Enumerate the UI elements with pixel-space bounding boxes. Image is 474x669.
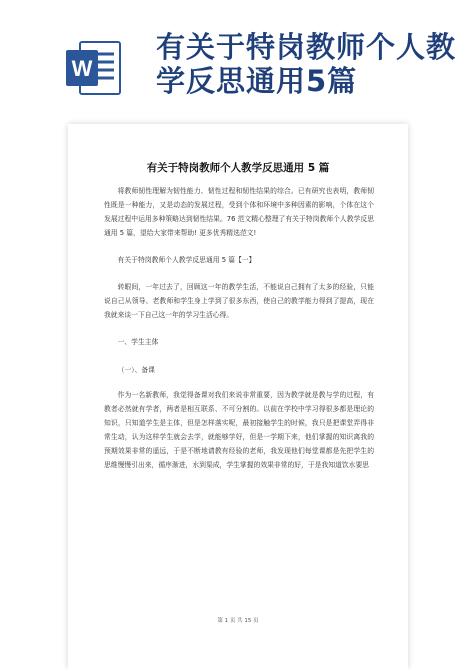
section-heading: 有关于特岗教师个人教学反思通用 5 篇【一】: [117, 256, 256, 264]
banner-title: 有关于特岗教师个人教学反思通用5篇: [156, 30, 457, 98]
svg-text:W: W: [71, 56, 93, 81]
body-paragraph: 转眼间，一年过去了，回顾这一年的教学生活，不能说自己拥有了太多的经验，只能说自己从领导、老教师和学生身上学到了很多东西，使自己的教学能力得到了提高，现在我就来谈一下自己这一年的学习生活心得。: [104, 283, 374, 319]
document-title: 有关于特岗教师个人教学反思通用 5 篇: [146, 162, 330, 174]
subheading-student-subject: 一、学生主体: [117, 338, 159, 346]
document-page: [68, 124, 408, 669]
intro-paragraph: 将教师韧性理解为韧性能力、韧性过程和韧性结果的综合。已有研究也表明，教师韧性既是一种能力，又是动态的发展过程，受到个体和环境中多种因素的影响，个体在这个发展过程中运用多种策略达到韧性结果。76 范文精心整理了有关于特岗教师个人教学反思通用 5 篇，望给大家带来帮助! 更多优秀精选范文!: [104, 187, 374, 237]
word-document-icon: [66, 40, 122, 96]
body-paragraph-lesson-prep: 作为一名新教师，我觉得备课对我们来说非常重要，因为教学就是教与学的过程，有教者必然就有学者，两者是相互联系、不可分割的。以前在学校中学习得很多都是理论的知识，只知道学生是主体，但是怎样落实呢，最初接触学生的时候，我只是把课堂弄得非常生动，认为这样学生就会去学，就能够学好，但是一学期下来，他们掌握的知识离我的预期效果非常的遥远，于是不断地请教有经验的老师，我发现他们每堂课都是先把学生的思维慢慢引出来，循序渐进，水到渠成，学生掌握的效果非常的好，于是我知道饮水要思: [104, 391, 374, 469]
subheading-lesson-prep: （一）、备课: [117, 366, 155, 374]
page-number: 第 1 页 共 15 页: [217, 618, 259, 624]
banner: [0, 0, 474, 110]
